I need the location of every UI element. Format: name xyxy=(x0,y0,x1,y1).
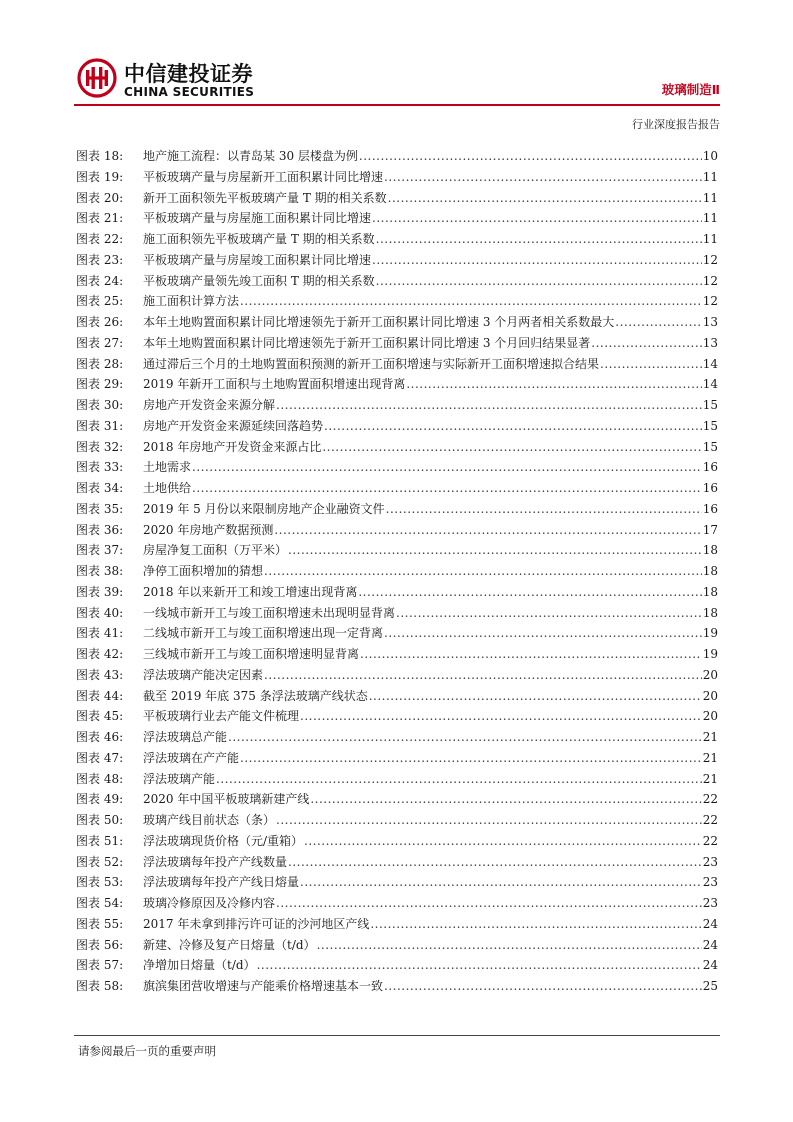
toc-entry[interactable] xyxy=(76,334,718,355)
toc-entry[interactable] xyxy=(76,624,718,645)
toc-leader-dots xyxy=(192,460,702,474)
toc-entry-label: 图表 40: xyxy=(76,605,124,620)
toc-entry[interactable] xyxy=(76,521,718,542)
toc-entry-title: 浮法玻璃总产能 xyxy=(143,730,228,744)
toc-entry-title: 土地供给 xyxy=(143,481,192,495)
toc-entry-label: 图表 52: xyxy=(76,854,124,869)
toc-leader-dots xyxy=(274,523,701,537)
toc-entry-label: 图表 57: xyxy=(76,958,124,973)
toc-entry-title: 三线城市新开工与竣工面积增速明显背离 xyxy=(143,647,360,661)
toc-entry-label: 图表 39: xyxy=(76,584,124,599)
toc-leader-dots xyxy=(388,191,702,205)
toc-leader-dots xyxy=(591,336,701,350)
section-tag: 玻璃制造Ⅱ xyxy=(661,82,720,97)
toc-leader-dots xyxy=(264,564,702,578)
toc-entry-title: 2018 年以来新开工和竣工增速出现背离 xyxy=(143,584,358,599)
toc-entry-title: 2020 年中国平板玻璃新建产线 xyxy=(143,792,310,807)
toc-entry-page: 23 xyxy=(702,896,718,910)
toc-leader-dots xyxy=(324,419,702,433)
toc-entry-title: 浮法玻璃在产产能 xyxy=(143,750,240,765)
toc-entry-page: 11 xyxy=(702,211,718,226)
toc-entry-page: 13 xyxy=(702,315,718,329)
toc-entry-page: 21 xyxy=(702,730,718,744)
toc-entry[interactable] xyxy=(76,375,718,396)
toc-entry-title: 房地产开发资金来源分解 xyxy=(143,398,276,412)
toc-entry-title: 2017 年未拿到排污许可证的沙河地区产线 xyxy=(143,916,370,931)
toc-entry-page: 24 xyxy=(702,937,718,952)
toc-entry[interactable] xyxy=(76,272,718,293)
toc-entry-title: 土地需求 xyxy=(143,460,192,475)
toc-entry-page: 14 xyxy=(702,377,718,392)
toc-entry-label: 图表 48: xyxy=(76,771,124,786)
toc-entry-label: 图表 26: xyxy=(76,315,124,329)
toc-entry-page: 11 xyxy=(702,232,718,246)
toc-entry-label: 图表 32: xyxy=(76,439,124,454)
toc-entry-title: 浮法玻璃每年投产产线数量 xyxy=(143,854,288,869)
toc-entry[interactable] xyxy=(76,645,718,666)
toc-entry-page: 12 xyxy=(702,252,718,267)
toc-entry-label: 图表 43: xyxy=(76,667,124,682)
toc-entry-page: 22 xyxy=(702,813,718,827)
toc-leader-dots xyxy=(615,315,701,329)
toc-entry-label: 图表 58: xyxy=(76,979,124,993)
company-name-cn: 中信建投证券 xyxy=(124,62,253,86)
toc-entry-label: 图表 45: xyxy=(76,709,124,724)
toc-entry-title: 玻璃冷修原因及冷修内容 xyxy=(143,896,276,910)
toc-entry-label: 图表 29: xyxy=(76,377,124,392)
toc-leader-dots xyxy=(300,875,702,889)
toc-leader-dots xyxy=(276,896,702,910)
toc-entry-label: 图表 20: xyxy=(76,190,124,205)
toc-entry-title: 平板玻璃行业去产能文件梳理 xyxy=(143,709,300,724)
toc-entry-page: 23 xyxy=(702,875,718,890)
toc-entry-label: 图表 38: xyxy=(76,564,124,578)
toc-entry[interactable] xyxy=(76,209,718,230)
toc-entry-page: 18 xyxy=(702,564,718,578)
toc-leader-dots xyxy=(276,398,702,412)
toc-entry[interactable] xyxy=(76,707,718,728)
toc-leader-dots xyxy=(216,772,702,786)
toc-entry-label: 图表 19: xyxy=(76,169,124,184)
toc-entry[interactable] xyxy=(76,230,718,251)
toc-leader-dots xyxy=(300,709,702,723)
toc-leader-dots xyxy=(386,502,702,516)
toc-entry-page: 16 xyxy=(702,460,718,475)
toc-entry-page: 21 xyxy=(702,750,718,765)
toc-leader-dots xyxy=(310,792,701,806)
toc-entry-label: 图表 34: xyxy=(76,481,124,495)
toc-leader-dots xyxy=(257,958,702,972)
toc-entry-title: 新开工面积领先平板玻璃产量 T 期的相关系数 xyxy=(143,190,387,205)
toc-leader-dots xyxy=(384,979,702,993)
toc-entry-title: 浮法玻璃产能决定因素 xyxy=(143,667,264,682)
toc-entry[interactable] xyxy=(76,770,718,791)
toc-entry[interactable] xyxy=(76,811,718,832)
toc-entry-title: 浮法玻璃现货价格（元/重箱） xyxy=(143,833,304,848)
toc-leader-dots xyxy=(192,481,702,495)
toc-entry[interactable] xyxy=(76,168,718,189)
toc-entry[interactable] xyxy=(76,541,718,562)
toc-entry-page: 10 xyxy=(702,149,718,163)
toc-leader-dots xyxy=(288,543,702,557)
toc-entry-label: 图表 36: xyxy=(76,522,124,537)
toc-leader-dots xyxy=(360,647,702,661)
toc-entry-label: 图表 47: xyxy=(76,750,124,765)
toc-entry[interactable] xyxy=(76,749,718,770)
toc-leader-dots xyxy=(240,751,702,765)
toc-entry-title: 旗滨集团营收增速与产能乘价格增速基本一致 xyxy=(143,979,384,993)
toc-entry-title: 房地产开发资金来源延续回落趋势 xyxy=(143,418,324,433)
toc-entry[interactable] xyxy=(76,417,718,438)
toc-entry-page: 17 xyxy=(702,522,718,537)
toc-entry-label: 图表 42: xyxy=(76,647,124,661)
toc-entry-page: 18 xyxy=(702,584,718,599)
toc-entry-title: 平板玻璃产量与房屋施工面积累计同比增速 xyxy=(143,211,372,226)
toc-entry-label: 图表 22: xyxy=(76,232,124,246)
toc-entry-label: 图表 44: xyxy=(76,688,124,703)
toc-entry[interactable] xyxy=(76,915,718,936)
toc-entry-label: 图表 30: xyxy=(76,398,124,412)
toc-entry-label: 图表 51: xyxy=(76,833,124,848)
toc-entry[interactable] xyxy=(76,666,718,687)
toc-entry-page: 12 xyxy=(702,294,718,309)
toc-entry-title: 平板玻璃产量与房屋竣工面积累计同比增速 xyxy=(143,252,372,267)
toc-entry[interactable] xyxy=(76,292,718,313)
footer-divider xyxy=(74,1035,720,1036)
toc-entry[interactable] xyxy=(76,500,718,521)
toc-entry[interactable] xyxy=(76,790,718,811)
toc-entry-title: 2020 年房地产数据预测 xyxy=(143,522,274,537)
toc-entry-page: 25 xyxy=(702,979,718,993)
toc-entry-label: 图表 35: xyxy=(76,501,124,516)
toc-entry-title: 平板玻璃产量领先竣工面积 T 期的相关系数 xyxy=(143,273,375,288)
toc-entry-label: 图表 31: xyxy=(76,418,124,433)
toc-entry[interactable] xyxy=(76,251,718,272)
toc-entry-label: 图表 49: xyxy=(76,792,124,807)
toc-entry-page: 15 xyxy=(702,418,718,433)
toc-entry-title: 一线城市新开工与竣工面积增速未出现明显背离 xyxy=(143,605,396,620)
toc-leader-dots xyxy=(376,232,702,246)
toc-entry-label: 图表 28: xyxy=(76,356,124,371)
toc-entry-title: 净增加日熔量（t/d） xyxy=(143,958,256,973)
toc-entry-page: 22 xyxy=(702,833,718,848)
toc-entry-title: 通过滞后三个月的土地购置面积预测的新开工面积增速与实际新开工面积增速拟合结果 xyxy=(143,356,600,371)
toc-entry-label: 图表 37: xyxy=(76,543,124,558)
toc-entry[interactable] xyxy=(76,438,718,459)
toc-entry-title: 本年土地购置面积累计同比增速领先于新开工面积累计同比增速 3 个月回归结果显著 xyxy=(143,335,591,350)
toc-entry-page: 24 xyxy=(702,916,718,931)
report-type: 行业深度报告报告 xyxy=(632,118,720,131)
toc-entry[interactable] xyxy=(76,604,718,625)
toc-entry-page: 11 xyxy=(702,169,718,184)
toc-leader-dots xyxy=(369,689,702,703)
toc-entry-label: 图表 18: xyxy=(76,149,124,163)
toc-entry[interactable] xyxy=(76,977,718,998)
toc-entry-label: 图表 33: xyxy=(76,460,124,475)
toc-entry-label: 图表 55: xyxy=(76,916,124,931)
toc-entry-page: 22 xyxy=(702,792,718,807)
toc-entry[interactable] xyxy=(76,873,718,894)
company-name-en: CHINA SECURITIES xyxy=(124,85,255,99)
table-of-figures xyxy=(76,147,718,998)
toc-entry[interactable] xyxy=(76,562,718,583)
toc-entry-title: 本年土地购置面积累计同比增速领先于新开工面积累计同比增速 3 个月两者相关系数最大 xyxy=(143,315,615,329)
toc-entry-page: 16 xyxy=(702,501,718,516)
toc-entry-page: 16 xyxy=(702,481,718,495)
toc-entry[interactable] xyxy=(76,355,718,376)
toc-entry-label: 图表 27: xyxy=(76,335,124,350)
toc-entry-label: 图表 54: xyxy=(76,896,124,910)
toc-entry[interactable] xyxy=(76,458,718,479)
toc-entry[interactable] xyxy=(76,956,718,977)
toc-entry-title: 浮法玻璃每年投产产线日熔量 xyxy=(143,875,300,890)
toc-entry[interactable] xyxy=(76,728,718,749)
toc-entry[interactable] xyxy=(76,396,718,417)
toc-entry-page: 23 xyxy=(702,854,718,869)
toc-entry-title: 净停工面积增加的猜想 xyxy=(143,564,264,578)
toc-leader-dots xyxy=(406,377,701,391)
toc-entry-label: 图表 56: xyxy=(76,937,124,952)
toc-leader-dots xyxy=(228,730,702,744)
toc-leader-dots xyxy=(317,938,702,952)
toc-entry-title: 玻璃产线目前状态（条） xyxy=(143,813,276,827)
toc-entry-page: 19 xyxy=(702,647,718,661)
toc-entry-page: 24 xyxy=(702,958,718,973)
page-header xyxy=(74,56,720,104)
header-divider xyxy=(74,104,720,106)
toc-leader-dots xyxy=(396,606,702,620)
toc-entry-label: 图表 50: xyxy=(76,813,124,827)
toc-entry-title: 施工面积计算方法 xyxy=(143,294,240,309)
toc-entry[interactable] xyxy=(76,853,718,874)
toc-entry-title: 2019 年 5 月份以来限制房地产企业融资文件 xyxy=(143,501,385,516)
toc-entry-page: 19 xyxy=(702,626,718,641)
toc-entry-title: 平板玻璃产量与房屋新开工面积累计同比增速 xyxy=(143,169,384,184)
toc-leader-dots xyxy=(372,211,702,225)
toc-entry[interactable] xyxy=(76,894,718,915)
toc-entry[interactable] xyxy=(76,936,718,957)
toc-leader-dots xyxy=(600,357,702,371)
toc-entry-page: 20 xyxy=(702,709,718,724)
toc-leader-dots xyxy=(288,855,702,869)
toc-entry-page: 20 xyxy=(702,688,718,703)
toc-entry-page: 15 xyxy=(702,398,718,412)
toc-entry-label: 图表 21: xyxy=(76,211,124,226)
toc-entry-page: 18 xyxy=(702,543,718,558)
toc-entry-page: 20 xyxy=(702,667,718,682)
toc-entry-page: 21 xyxy=(702,771,718,786)
toc-entry-page: 15 xyxy=(702,439,718,454)
toc-entry-title: 二线城市新开工与竣工面积增速出现一定背离 xyxy=(143,626,384,641)
toc-entry-label: 图表 25: xyxy=(76,294,124,309)
toc-entry-page: 18 xyxy=(702,605,718,620)
toc-leader-dots xyxy=(358,585,701,599)
toc-leader-dots xyxy=(322,440,701,454)
toc-entry-page: 14 xyxy=(702,356,718,371)
toc-entry-page: 11 xyxy=(702,190,718,205)
toc-leader-dots xyxy=(264,668,702,682)
toc-leader-dots xyxy=(276,813,702,827)
footer-disclaimer: 请参阅最后一页的重要声明 xyxy=(78,1044,216,1058)
toc-entry-label: 图表 41: xyxy=(76,626,124,641)
toc-entry-title: 新建、冷修及复产日熔量（t/d） xyxy=(143,937,316,952)
toc-entry-title: 2019 年新开工面积与土地购置面积增速出现背离 xyxy=(143,377,406,392)
toc-entry-label: 图表 53: xyxy=(76,875,124,890)
toc-entry[interactable] xyxy=(76,583,718,604)
toc-entry-title: 房屋净复工面积（万平米） xyxy=(143,543,288,558)
toc-entry-page: 12 xyxy=(702,273,718,288)
toc-leader-dots xyxy=(359,149,702,163)
toc-entry[interactable] xyxy=(76,189,718,210)
toc-leader-dots xyxy=(370,917,701,931)
toc-leader-dots xyxy=(376,274,702,288)
toc-leader-dots xyxy=(384,626,702,640)
toc-entry-label: 图表 46: xyxy=(76,730,124,744)
toc-entry[interactable] xyxy=(76,147,718,168)
toc-entry-title: 施工面积领先平板玻璃产量 T 期的相关系数 xyxy=(143,232,375,246)
toc-entry[interactable] xyxy=(76,832,718,853)
toc-leader-dots xyxy=(240,294,702,308)
toc-entry[interactable] xyxy=(76,687,718,708)
toc-entry-label: 图表 24: xyxy=(76,273,124,288)
toc-entry-title: 2018 年房地产开发资金来源占比 xyxy=(143,439,322,454)
toc-entry-page: 13 xyxy=(702,335,718,350)
toc-leader-dots xyxy=(384,170,702,184)
toc-entry-title: 地产施工流程：以青岛某 30 层楼盘为例 xyxy=(143,149,358,163)
toc-entry-title: 浮法玻璃产能 xyxy=(143,771,216,786)
toc-leader-dots xyxy=(304,834,702,848)
toc-entry[interactable] xyxy=(76,313,718,334)
toc-entry[interactable] xyxy=(76,479,718,500)
toc-entry-title: 截至 2019 年底 375 条浮法玻璃产线状态 xyxy=(143,688,368,703)
china-securities-logo-icon xyxy=(77,58,117,98)
toc-entry-label: 图表 23: xyxy=(76,252,124,267)
toc-leader-dots xyxy=(372,253,702,267)
